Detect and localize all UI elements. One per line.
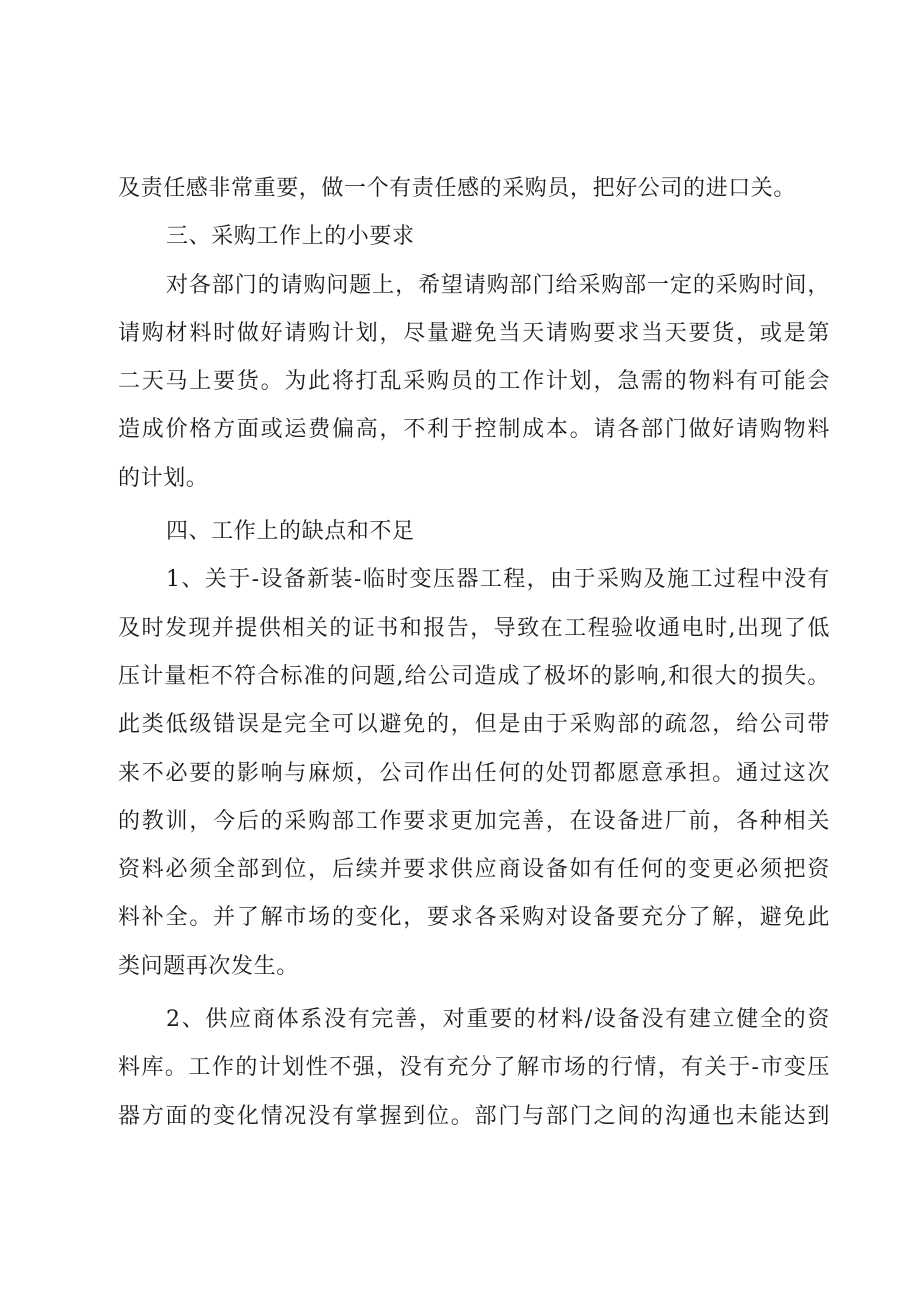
text-line: 1、关于-设备新装-临时变压器工程，由于采购及施工过程中没有 bbox=[166, 567, 830, 593]
document-body bbox=[118, 165, 830, 1141]
heading-line: 三、采购工作上的小要求 bbox=[166, 224, 415, 250]
text-line: 此类低级错误是完全可以避免的，但是由于采购部的疏忽，给公司带 bbox=[118, 712, 830, 738]
text-line: 类问题再次发生。 bbox=[118, 953, 299, 979]
text-line: 及责任感非常重要，做一个有责任感的采购员，把好公司的进口关。 bbox=[118, 176, 797, 201]
text-line: 造成价格方面或运费偏高，不利于控制成本。请各部门做好请购物料 bbox=[118, 417, 830, 443]
section-heading-3 bbox=[118, 213, 830, 261]
text-line: 对各部门的请购问题上，希望请购部门给采购部一定的采购时间， bbox=[166, 272, 830, 298]
text-line: 压计量柜不符合标准的问题,给公司造成了极坏的影响,和很大的损失。 bbox=[118, 663, 830, 689]
text-line: 料库。工作的计划性不强，没有充分了解市场的行情，有关于-市变压 bbox=[118, 1055, 830, 1081]
text-line: 料补全。并了解市场的变化，要求各采购对设备要充分了解，避免此 bbox=[118, 905, 830, 931]
heading-line: 四、工作上的缺点和不足 bbox=[166, 519, 415, 545]
text-line: 请购材料时做好请购计划，尽量避免当天请购要求当天要货，或是第 bbox=[118, 320, 830, 346]
text-line: 及时发现并提供相关的证书和报告，导致在工程验收通电时,出现了低 bbox=[118, 615, 830, 641]
text-line: 器方面的变化情况没有掌握到位。部门与部门之间的沟通也未能达到 bbox=[118, 1103, 830, 1129]
paragraph-continuation bbox=[118, 165, 830, 213]
text-line: 的计划。 bbox=[118, 465, 209, 491]
paragraph-item-2 bbox=[118, 996, 830, 1141]
paragraph-purchase-requests bbox=[118, 262, 830, 503]
text-line: 资料必须全部到位，后续并要求供应商设备如有任何的变更必须把资 bbox=[118, 857, 830, 883]
section-heading-4 bbox=[118, 508, 830, 556]
text-line: 来不必要的影响与麻烦，公司作出任何的处罚都愿意承担。通过这次 bbox=[118, 760, 830, 786]
text-line: 的教训，今后的采购部工作要求更加完善，在设备进厂前，各种相关 bbox=[118, 808, 830, 834]
text-line: 二天马上要货。为此将打乱采购员的工作计划，急需的物料有可能会 bbox=[118, 369, 830, 395]
paragraph-item-1 bbox=[118, 556, 830, 991]
text-line: 2、供应商体系没有完善，对重要的材料/设备没有建立健全的资 bbox=[166, 1007, 830, 1033]
